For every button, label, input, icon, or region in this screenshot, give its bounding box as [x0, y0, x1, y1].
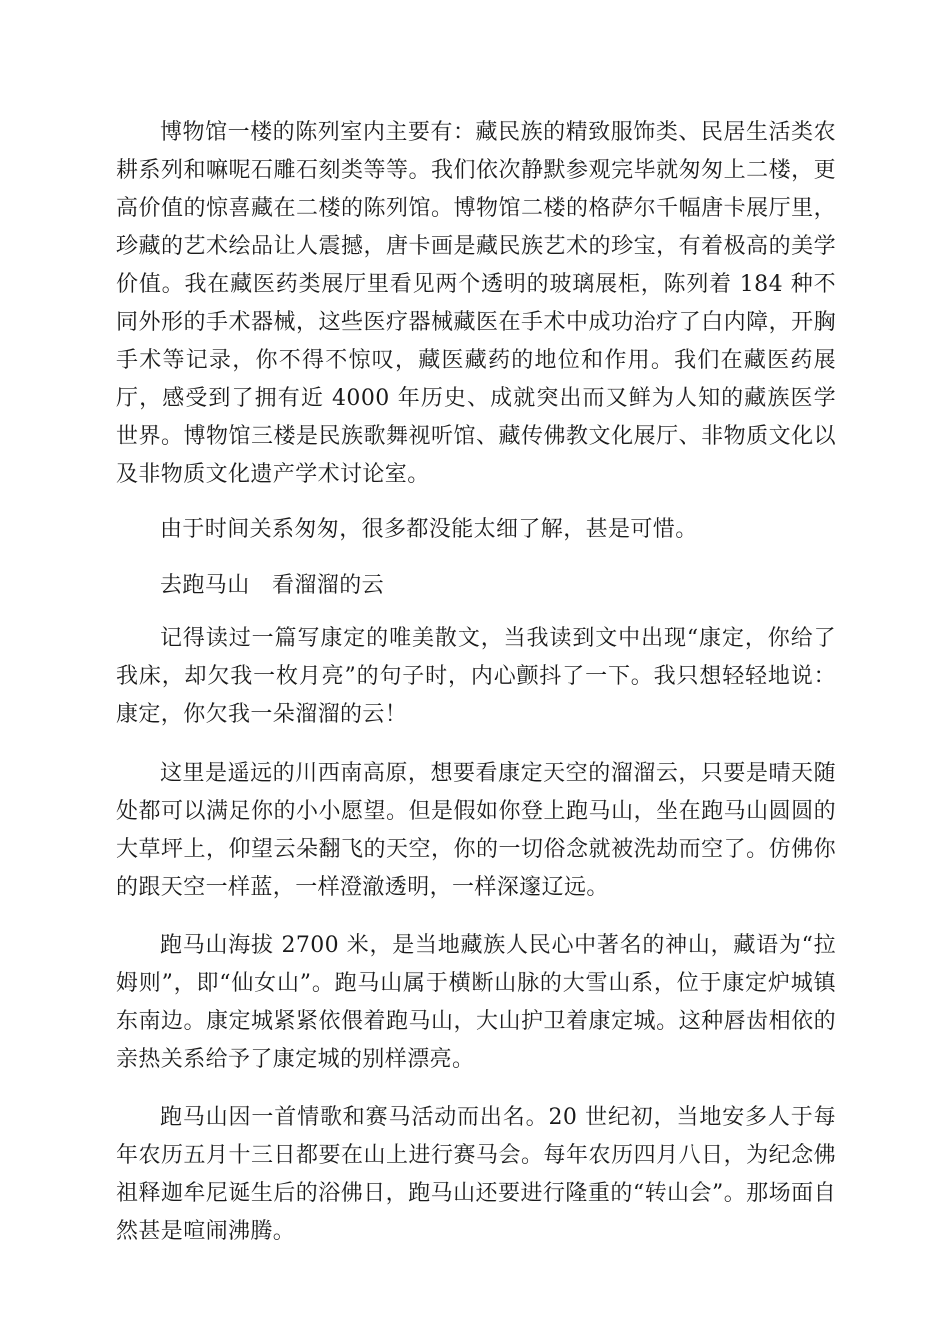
paragraph-time-regret: 由于时间关系匆匆，很多都没能太细了解，甚是可惜。 — [160, 517, 698, 542]
paragraph-kangding-prose: 记得读过一篇写康定的唯美散文，当我读到文中出现“康定，你给了我床，却欠我一枚月亮”的句子时，内心颤抖了一下。我只想轻轻地说：康定，你欠我一朵溜溜的云！ — [116, 626, 836, 727]
paragraph-plateau-clouds: 这里是遥远的川西南高原，想要看康定天空的溜溜云，只要是晴天随处都可以满足你的小小愿望。但是假如你登上跑马山，坐在跑马山圆圆的大草坪上，仰望云朵翻飞的天空，你的一切俗念就被洗劫而空了。仿佛你的跟天空一样蓝，一样澄澈透明，一样深邃辽远。 — [116, 761, 836, 900]
paragraph-museum-floors: 博物馆一楼的陈列室内主要有：藏民族的精致服饰类、民居生活类农耕系列和嘛呢石雕石刻类等等。我们依次静默参观完毕就匆匆上二楼，更高价值的惊喜藏在二楼的陈列馆。博物馆二楼的格萨尔千幅唐卡展厅里，珍藏的艺术绘品让人震撼，唐卡画是藏民族艺术的珍宝，有着极高的美学价值。我在藏医药类展厅里看见两个透明的玻璃展柜，陈列着 184 种不同外形的手术器械，这些医疗器械藏医在手术中成功治疗了白内障，开胸手术等记录，你不得不惊叹，藏医藏药的地位和作用。我们在藏医药展厅，感受到了拥有近 4000 年历史、成就突出而又鲜为人知的藏族医学世界。博物馆三楼是民族歌舞视听馆、藏传佛教文化展厅、非物质文化以及非物质文化遗产学术讨论室。 — [116, 120, 836, 487]
paragraph-mountain-altitude: 跑马山海拔 2700 米，是当地藏族人民心中著名的神山，藏语为“拉姆则”，即“仙女山”。跑马山属于横断山脉的大雪山系，位于康定炉城镇东南边。康定城紧紧依偎着跑马山，大山护卫着康定城。这种唇齿相依的亲热关系给予了康定城的别样漂亮。 — [116, 933, 836, 1072]
section-heading-paoma-mountain: 去跑马山 看溜溜的云 — [160, 573, 385, 598]
paragraph-horse-racing: 跑马山因一首情歌和赛马活动而出名。20 世纪初，当地安多人于每年农历五月十三日都要在山上进行赛马会。每年农历四月八日，为纪念佛祖释迦牟尼诞生后的浴佛日，跑马山还要进行隆重的“转山会”。那场面自然甚是喧闹沸腾。 — [116, 1105, 836, 1244]
